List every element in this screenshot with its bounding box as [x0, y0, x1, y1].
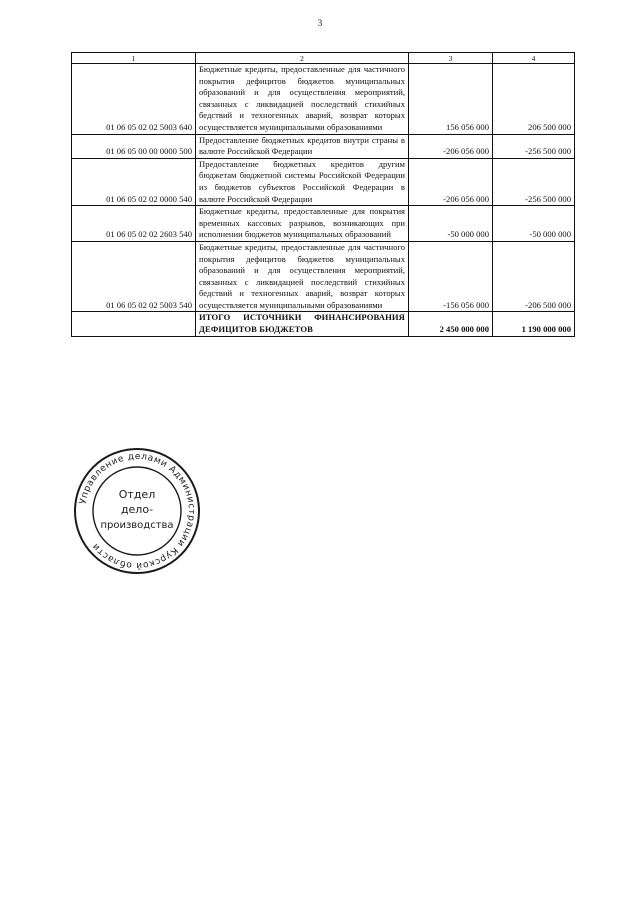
budget-code: 01 06 05 00 00 0000 500: [72, 134, 196, 158]
amount-col3: -206 056 000: [409, 158, 493, 205]
amount-col3: 156 056 000: [409, 64, 493, 135]
stamp-ring-text: Управление делами Администрации Курской области: [78, 451, 197, 571]
total-code: [72, 312, 196, 336]
stamp-line-1: Отдел: [118, 488, 156, 501]
table-row: [72, 241, 575, 312]
budget-sources-table: [71, 52, 575, 337]
budget-code: 01 06 05 02 02 5003 640: [72, 64, 196, 135]
total-row: [72, 312, 575, 336]
column-header-4: 4: [493, 53, 575, 64]
table-row: [72, 134, 575, 158]
table-row: [72, 158, 575, 205]
amount-col4: -50 000 000: [493, 206, 575, 242]
office-stamp: [72, 446, 202, 576]
amount-col3: -206 056 000: [409, 134, 493, 158]
budget-code: 01 06 05 02 02 5003 540: [72, 241, 196, 312]
column-header-3: 3: [409, 53, 493, 64]
item-description: Предоставление бюджетных кредитов внутри страны в валюте Российской Федерации: [196, 134, 409, 158]
amount-col4: -256 500 000: [493, 134, 575, 158]
page-number: 3: [317, 18, 323, 28]
amount-col4: 206 500 000: [493, 64, 575, 135]
amount-col3: -50 000 000: [409, 206, 493, 242]
amount-col3: -156 056 000: [409, 241, 493, 312]
total-label: ИТОГО ИСТОЧНИКИ ФИНАНСИРОВАНИЯ ДЕФИЦИТОВ БЮДЖЕТОВ: [196, 312, 409, 336]
total-amount-col4: 1 190 000 000: [493, 312, 575, 336]
column-header-1: 1: [72, 53, 196, 64]
item-description: Предоставление бюджетных кредитов другим бюджетам бюджетной системы Российской Федерации из бюджетов субъектов Российской Федерации в валюте Российской Федерации: [196, 158, 409, 205]
table-header-row: [72, 53, 575, 64]
stamp-line-3: производства: [100, 520, 174, 531]
total-amount-col3: 2 450 000 000: [409, 312, 493, 336]
column-header-2: 2: [196, 53, 409, 64]
budget-code: 01 06 05 02 02 0000 540: [72, 158, 196, 205]
table-row: [72, 64, 575, 135]
budget-code: 01 06 05 02 02 2603 540: [72, 206, 196, 242]
item-description: Бюджетные кредиты, предоставленные для покрытия временных кассовых разрывов, возникающих при исполнении бюджетов муниципальных образований: [196, 206, 409, 242]
table-row: [72, 206, 575, 242]
stamp-line-2: дело-: [120, 503, 154, 516]
item-description: Бюджетные кредиты, предоставленные для частичного покрытия дефицитов бюджетов муниципальных образований и для осуществления мероприятий, связанных с ликвидацией последствий стихийных бедствий и техногенных аварий, возврат которых осуществляется муниципальными образованиями: [196, 64, 409, 135]
amount-col4: -206 500 000: [493, 241, 575, 312]
amount-col4: -256 500 000: [493, 158, 575, 205]
item-description: Бюджетные кредиты, предоставленные для частичного покрытия дефицитов бюджетов муниципальных образований и для осуществления мероприятий, связанных с ликвидацией последствий стихийных бедствий и техногенных аварий, возврат которых осуществляется муниципальными образованиями: [196, 241, 409, 312]
